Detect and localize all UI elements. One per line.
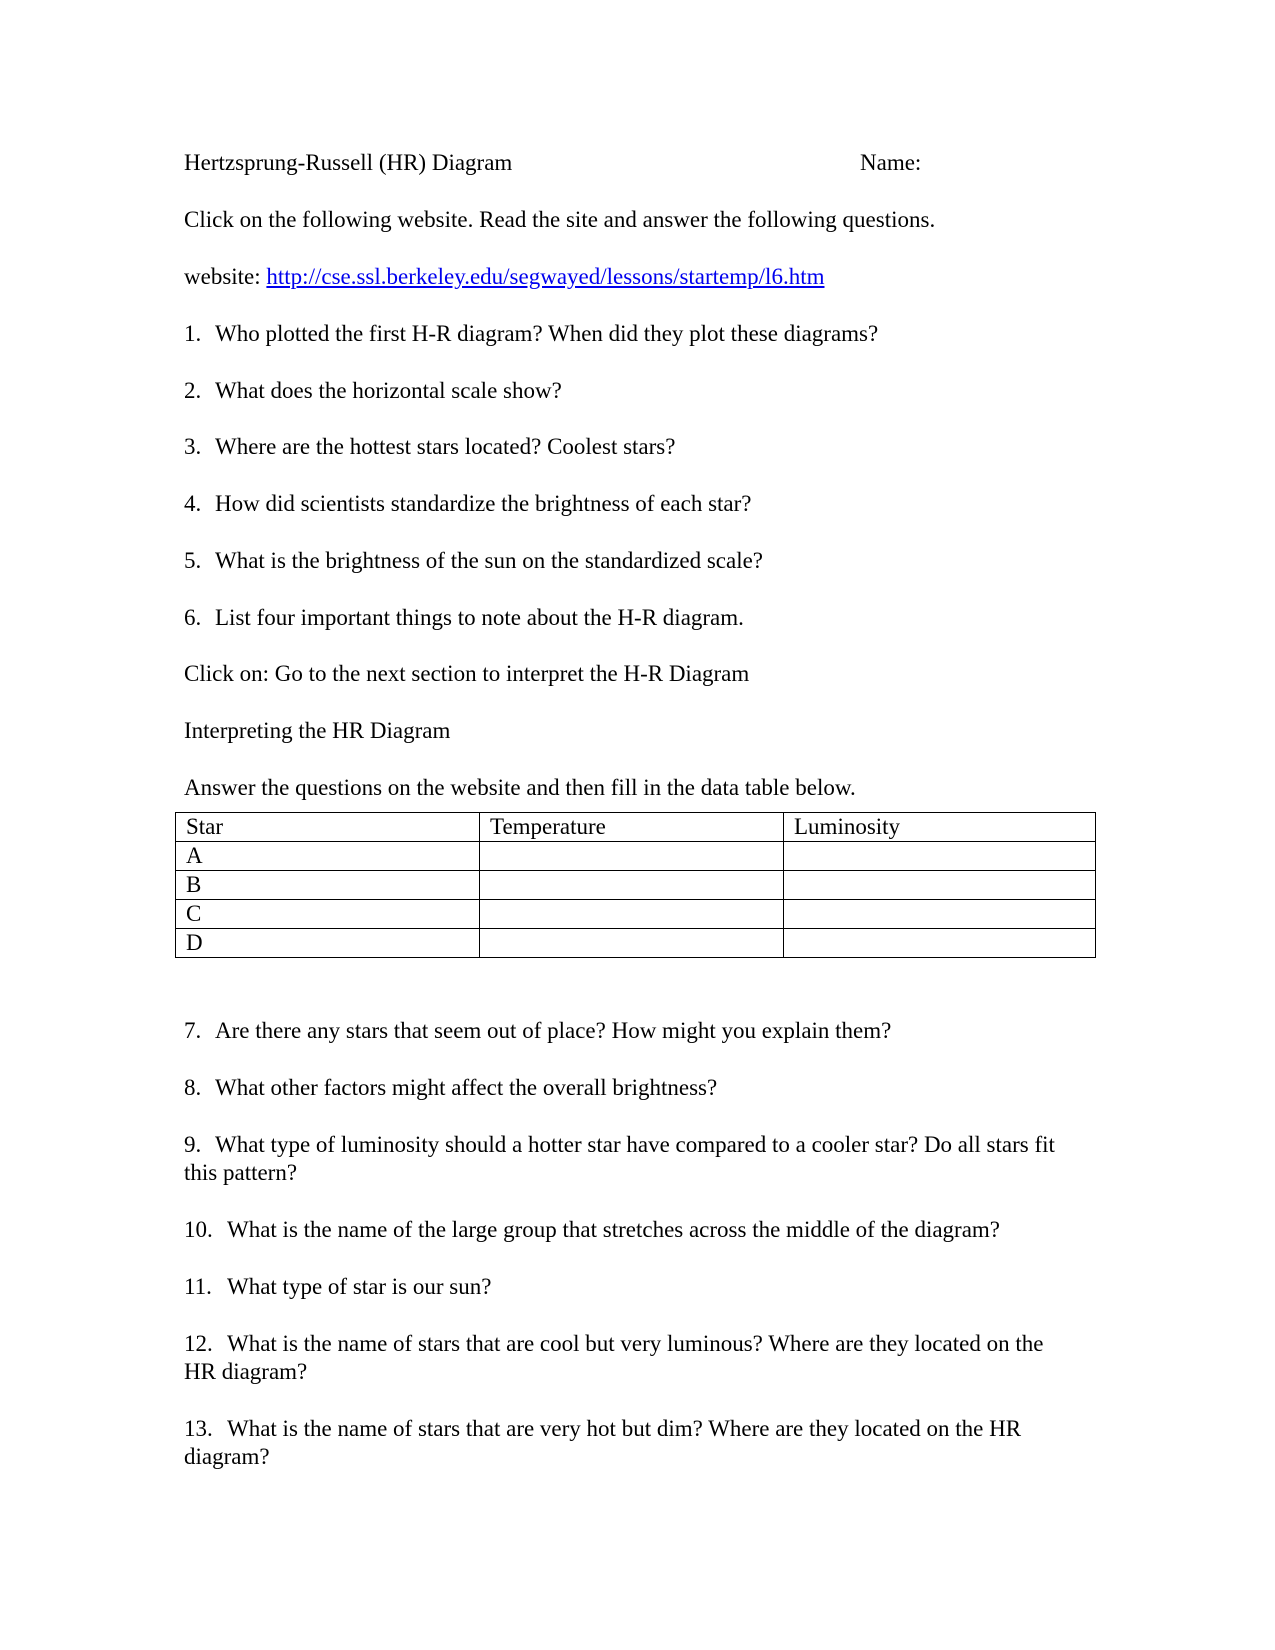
luminosity-cell[interactable] (784, 929, 1096, 958)
luminosity-cell[interactable] (784, 900, 1096, 929)
question-13 (184, 1415, 1064, 1471)
question-text: What other factors might affect the overall brightness? (215, 1075, 718, 1100)
question-number: 1. (184, 321, 202, 346)
question-text: What is the name of stars that are very hot but dim? Where are they located on the HR diagram? (184, 1416, 1022, 1469)
question-number: 12. (184, 1331, 213, 1356)
question-text: What type of star is our sun? (227, 1274, 492, 1299)
star-cell: A (176, 842, 480, 871)
question-5 (184, 547, 763, 575)
worksheet-title: Hertzsprung-Russell (HR) Diagram (184, 150, 513, 175)
data-table (175, 812, 1096, 958)
table-row (176, 842, 1096, 871)
question-7 (184, 1017, 891, 1045)
question-text: What does the horizontal scale show? (215, 378, 562, 403)
temperature-cell[interactable] (480, 871, 784, 900)
question-text: Who plotted the first H-R diagram? When did they plot these diagrams? (215, 321, 879, 346)
question-8 (184, 1074, 717, 1102)
question-text: What is the name of the large group that stretches across the middle of the diagram? (227, 1217, 1001, 1242)
question-4 (184, 490, 752, 518)
question-number: 10. (184, 1217, 213, 1242)
question-6 (184, 604, 744, 632)
intro-instruction: Click on the following website. Read the site and answer the following questions. (184, 207, 936, 232)
temperature-cell[interactable] (480, 929, 784, 958)
website-link[interactable]: http://cse.ssl.berkeley.edu/segwayed/lessons/startemp/l6.htm (266, 264, 825, 289)
question-number: 11. (184, 1274, 212, 1299)
question-number: 8. (184, 1075, 202, 1100)
question-number: 6. (184, 605, 202, 630)
luminosity-cell[interactable] (784, 871, 1096, 900)
question-9 (184, 1131, 1064, 1187)
question-text: What is the name of stars that are cool but very luminous? Where are they located on the HR diagram? (184, 1331, 1044, 1384)
temperature-cell[interactable] (480, 900, 784, 929)
question-number: 4. (184, 491, 202, 516)
table-header-row (176, 813, 1096, 842)
question-text: What is the brightness of the sun on the standardized scale? (215, 548, 764, 573)
question-1 (184, 320, 878, 348)
question-11 (184, 1273, 491, 1301)
question-10 (184, 1216, 1000, 1244)
click-on-instruction: Click on: Go to the next section to interpret the H-R Diagram (184, 661, 750, 686)
header-temperature: Temperature (480, 813, 784, 842)
name-label: Name: (860, 150, 922, 175)
table-row (176, 900, 1096, 929)
star-cell: C (176, 900, 480, 929)
question-text: Are there any stars that seem out of place? How might you explain them? (215, 1018, 892, 1043)
star-cell: D (176, 929, 480, 958)
question-text: How did scientists standardize the brightness of each star? (215, 491, 752, 516)
header-star: Star (176, 813, 480, 842)
question-number: 2. (184, 378, 202, 403)
header-luminosity: Luminosity (784, 813, 1096, 842)
table-row (176, 871, 1096, 900)
question-number: 9. (184, 1132, 202, 1157)
question-text: List four important things to note about the H-R diagram. (215, 605, 744, 630)
table-intro: Answer the questions on the website and then fill in the data table below. (184, 775, 856, 800)
luminosity-cell[interactable] (784, 842, 1096, 871)
section-title: Interpreting the HR Diagram (184, 718, 451, 743)
question-number: 3. (184, 434, 202, 459)
question-number: 5. (184, 548, 202, 573)
question-12 (184, 1330, 1064, 1386)
temperature-cell[interactable] (480, 842, 784, 871)
website-line (184, 263, 824, 291)
website-label: website: (184, 264, 267, 289)
question-2 (184, 377, 562, 405)
question-text: Where are the hottest stars located? Coolest stars? (215, 434, 676, 459)
question-3 (184, 433, 675, 461)
star-cell: B (176, 871, 480, 900)
table-row (176, 929, 1096, 958)
question-text: What type of luminosity should a hotter star have compared to a cooler star? Do all stars fit this pattern? (184, 1132, 1055, 1185)
question-number: 13. (184, 1416, 213, 1441)
question-number: 7. (184, 1018, 202, 1043)
